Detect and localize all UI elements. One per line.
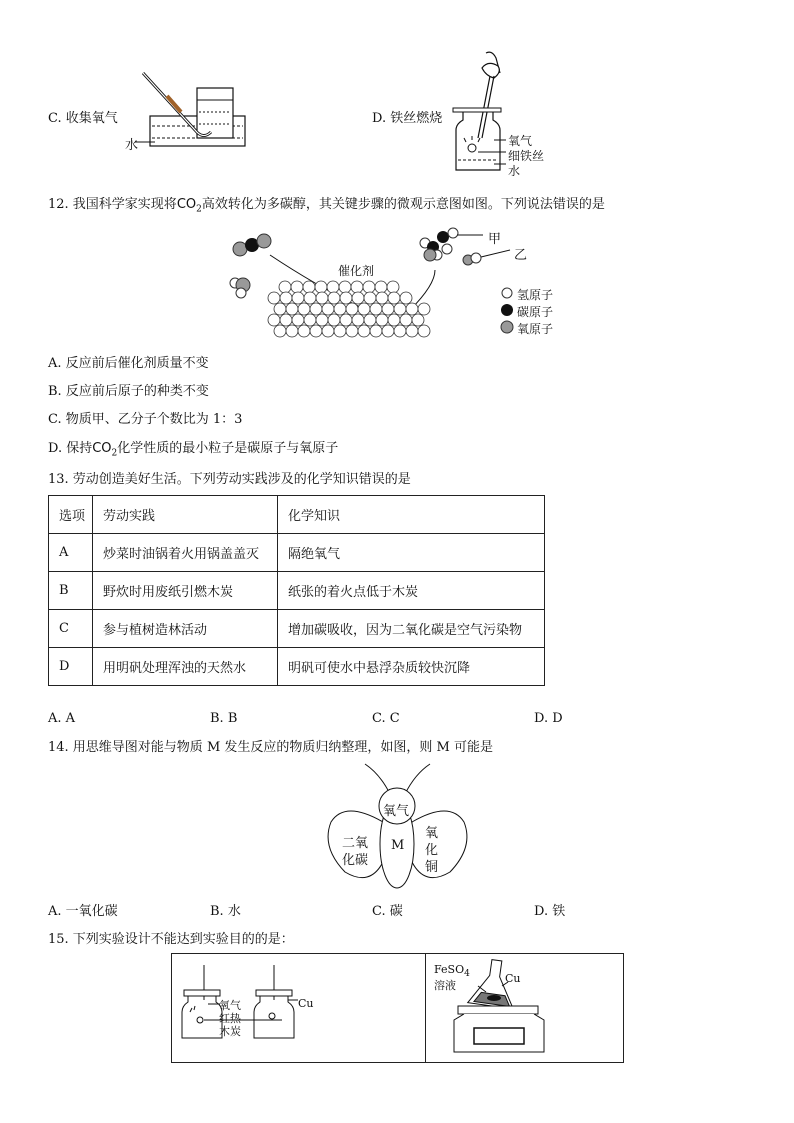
catalyst-atom bbox=[340, 292, 352, 304]
q15-divider bbox=[425, 953, 426, 1063]
catalyst-atom bbox=[370, 325, 382, 337]
oxygen-label: 氧气 bbox=[508, 134, 533, 148]
catalyst-atom bbox=[352, 314, 364, 326]
center-m-node: M bbox=[391, 838, 405, 853]
q14-answer-c: C. 碳 bbox=[372, 904, 403, 919]
catalyst-atom bbox=[339, 281, 351, 293]
catalyst-atom bbox=[388, 314, 400, 326]
q12-option-b: B. 反应前后原子的种类不变 bbox=[48, 384, 209, 399]
catalyst-atom bbox=[375, 281, 387, 293]
solution-label: 溶液 bbox=[434, 979, 456, 992]
catalyst-atom bbox=[328, 292, 340, 304]
product-yi-label: 乙 bbox=[514, 248, 528, 263]
catalyst-atom bbox=[412, 314, 424, 326]
q12-stem: 12. 我国科学家实现将$CO_2$高效转化为多碳醇，其关键步骤的微观示意图如图。下列说法错误的是 bbox=[48, 197, 605, 215]
catalyst-atom bbox=[346, 325, 358, 337]
catalyst-atom bbox=[358, 303, 370, 315]
catalyst-atom bbox=[376, 292, 388, 304]
cell-option: B bbox=[49, 572, 93, 610]
cell-knowledge: 增加碳吸收，因为二氧化碳是空气污染物 bbox=[278, 610, 545, 648]
q13-answer-c: C. C bbox=[372, 711, 400, 726]
co2-node-line1: 二氧 bbox=[342, 836, 369, 851]
catalyst-atom bbox=[268, 314, 280, 326]
q12-option-c: C. 物质甲、乙分子个数比为 1：3 bbox=[48, 412, 243, 427]
catalyst-atom bbox=[400, 292, 412, 304]
cell-knowledge: 明矾可使水中悬浮杂质较快沉降 bbox=[278, 648, 545, 686]
header-knowledge: 化学知识 bbox=[278, 496, 545, 534]
cell-practice: 炒菜时油锅着火用锅盖盖灭 bbox=[93, 534, 278, 572]
cuo-node-line3: 铜 bbox=[425, 860, 439, 875]
air-label: Cu bbox=[298, 997, 314, 1010]
catalyst-atom bbox=[298, 325, 310, 337]
q12-option-d: D. 保持$CO_2$化学性质的最小粒子是碳原子与氧原子 bbox=[48, 441, 339, 459]
product-jia-label: 甲 bbox=[488, 232, 502, 247]
catalyst-atom bbox=[304, 292, 316, 304]
catalyst-atom bbox=[406, 325, 418, 337]
q13-answer-b: B. B bbox=[210, 711, 238, 726]
catalyst-atom bbox=[291, 281, 303, 293]
table-row bbox=[49, 572, 545, 610]
cuo-node-line1: 氧 bbox=[425, 826, 439, 841]
cell-option: C bbox=[49, 610, 93, 648]
catalyst-atom bbox=[268, 292, 280, 304]
q13-table bbox=[48, 495, 545, 686]
collect-oxygen-apparatus bbox=[125, 68, 255, 158]
legend-hydrogen: 氢原子 bbox=[517, 288, 554, 302]
q13-answer-d: D. D bbox=[534, 711, 563, 726]
co2-node-line2: 化碳 bbox=[342, 853, 369, 868]
catalyst-atom bbox=[327, 281, 339, 293]
catalyst-atom bbox=[316, 314, 328, 326]
catalyst-atom bbox=[358, 325, 370, 337]
q12-option-a: A. 反应前后催化剂质量不变 bbox=[48, 356, 209, 371]
catalyst-atom bbox=[310, 325, 322, 337]
catalyst-atom bbox=[304, 314, 316, 326]
header-option: 选项 bbox=[49, 496, 93, 534]
catalyst-label: 催化剂 bbox=[338, 264, 375, 278]
catalyst-atom bbox=[279, 281, 291, 293]
catalyst-atom bbox=[315, 281, 327, 293]
catalyst-atom bbox=[364, 292, 376, 304]
table-header-row bbox=[49, 496, 545, 534]
q14-answer-b: B. 水 bbox=[210, 904, 241, 919]
catalyst-atom bbox=[388, 292, 400, 304]
q15-stem: 15. 下列实验设计不能达到实验目的的是： bbox=[48, 932, 294, 947]
charcoal-label: 木炭 bbox=[219, 1025, 241, 1038]
catalyst-atom bbox=[286, 325, 298, 337]
catalyst-atom bbox=[382, 303, 394, 315]
iron-wire-label: 细铁丝 bbox=[508, 149, 545, 163]
catalyst-atom bbox=[387, 281, 399, 293]
catalyst-atom bbox=[406, 303, 418, 315]
oxygen-node: 氧气 bbox=[383, 804, 410, 819]
catalyst-atom bbox=[400, 314, 412, 326]
q13-stem: 13. 劳动创造美好生活。下列劳动实践涉及的化学知识错误的是 bbox=[48, 472, 411, 487]
catalyst-atom bbox=[334, 325, 346, 337]
catalyst-atom bbox=[418, 303, 430, 315]
cell-practice: 用明矾处理浑浊的天然水 bbox=[93, 648, 278, 686]
catalyst-atom bbox=[303, 281, 315, 293]
catalyst-atom bbox=[322, 325, 334, 337]
header-practice: 劳动实践 bbox=[93, 496, 278, 534]
catalyst-atom bbox=[328, 314, 340, 326]
q13-answer-a: A. A bbox=[48, 711, 76, 726]
catalyst-atom bbox=[364, 314, 376, 326]
butterfly-mind-map bbox=[325, 762, 470, 890]
catalyst-atom bbox=[352, 292, 364, 304]
catalyst-atom bbox=[292, 292, 304, 304]
table-row bbox=[49, 610, 545, 648]
q14-answer-d: D. 铁 bbox=[534, 904, 566, 919]
catalyst-atom bbox=[382, 325, 394, 337]
catalyst-atom bbox=[310, 303, 322, 315]
cell-practice: 参与植树造林活动 bbox=[93, 610, 278, 648]
catalyst-atom bbox=[316, 292, 328, 304]
oxygen-label-q15: 氧气 bbox=[219, 999, 241, 1012]
catalyst-atom bbox=[280, 292, 292, 304]
catalyst-atom bbox=[394, 325, 406, 337]
catalyst-atom bbox=[334, 303, 346, 315]
catalyst-atom bbox=[292, 314, 304, 326]
catalyst-atom bbox=[394, 303, 406, 315]
feso4-label: FeSO$_4$ bbox=[434, 963, 470, 980]
water-label: 水 bbox=[125, 138, 139, 153]
catalyst-atom bbox=[280, 314, 292, 326]
legend-oxygen: 氧原子 bbox=[517, 322, 554, 336]
catalyst-atom bbox=[346, 303, 358, 315]
catalyst-atom bbox=[286, 303, 298, 315]
catalyst-atom bbox=[298, 303, 310, 315]
catalyst-atom bbox=[274, 303, 286, 315]
cu-label: Cu bbox=[505, 972, 521, 985]
catalyst-atom bbox=[322, 303, 334, 315]
cell-knowledge: 纸张的着火点低于木炭 bbox=[278, 572, 545, 610]
cuo-node-line2: 化 bbox=[425, 843, 439, 858]
catalyst-atom bbox=[370, 303, 382, 315]
table-row bbox=[49, 648, 545, 686]
cell-knowledge: 隔绝氧气 bbox=[278, 534, 545, 572]
legend-carbon: 碳原子 bbox=[517, 305, 554, 319]
catalyst-atom bbox=[274, 325, 286, 337]
catalyst-atom bbox=[351, 281, 363, 293]
cell-practice: 野炊时用废纸引燃木炭 bbox=[93, 572, 278, 610]
red-hot-label: 红热 bbox=[219, 1012, 241, 1025]
water-label-d: 水 bbox=[508, 164, 521, 178]
catalyst-atom bbox=[376, 314, 388, 326]
cell-option: A bbox=[49, 534, 93, 572]
q14-stem: 14. 用思维导图对能与物质 M 发生反应的物质归纳整理，如图，则 M 可能是 bbox=[48, 740, 493, 755]
catalyst-atom bbox=[418, 325, 430, 337]
catalyst-atom bbox=[363, 281, 375, 293]
q14-answer-a: A. 一氧化碳 bbox=[48, 904, 118, 919]
q11-option-c: C. 收集氧气 bbox=[48, 111, 118, 126]
catalyst-atom bbox=[340, 314, 352, 326]
cell-option: D bbox=[49, 648, 93, 686]
table-row bbox=[49, 534, 545, 572]
q11-option-d: D. 铁丝燃烧 bbox=[372, 111, 443, 126]
